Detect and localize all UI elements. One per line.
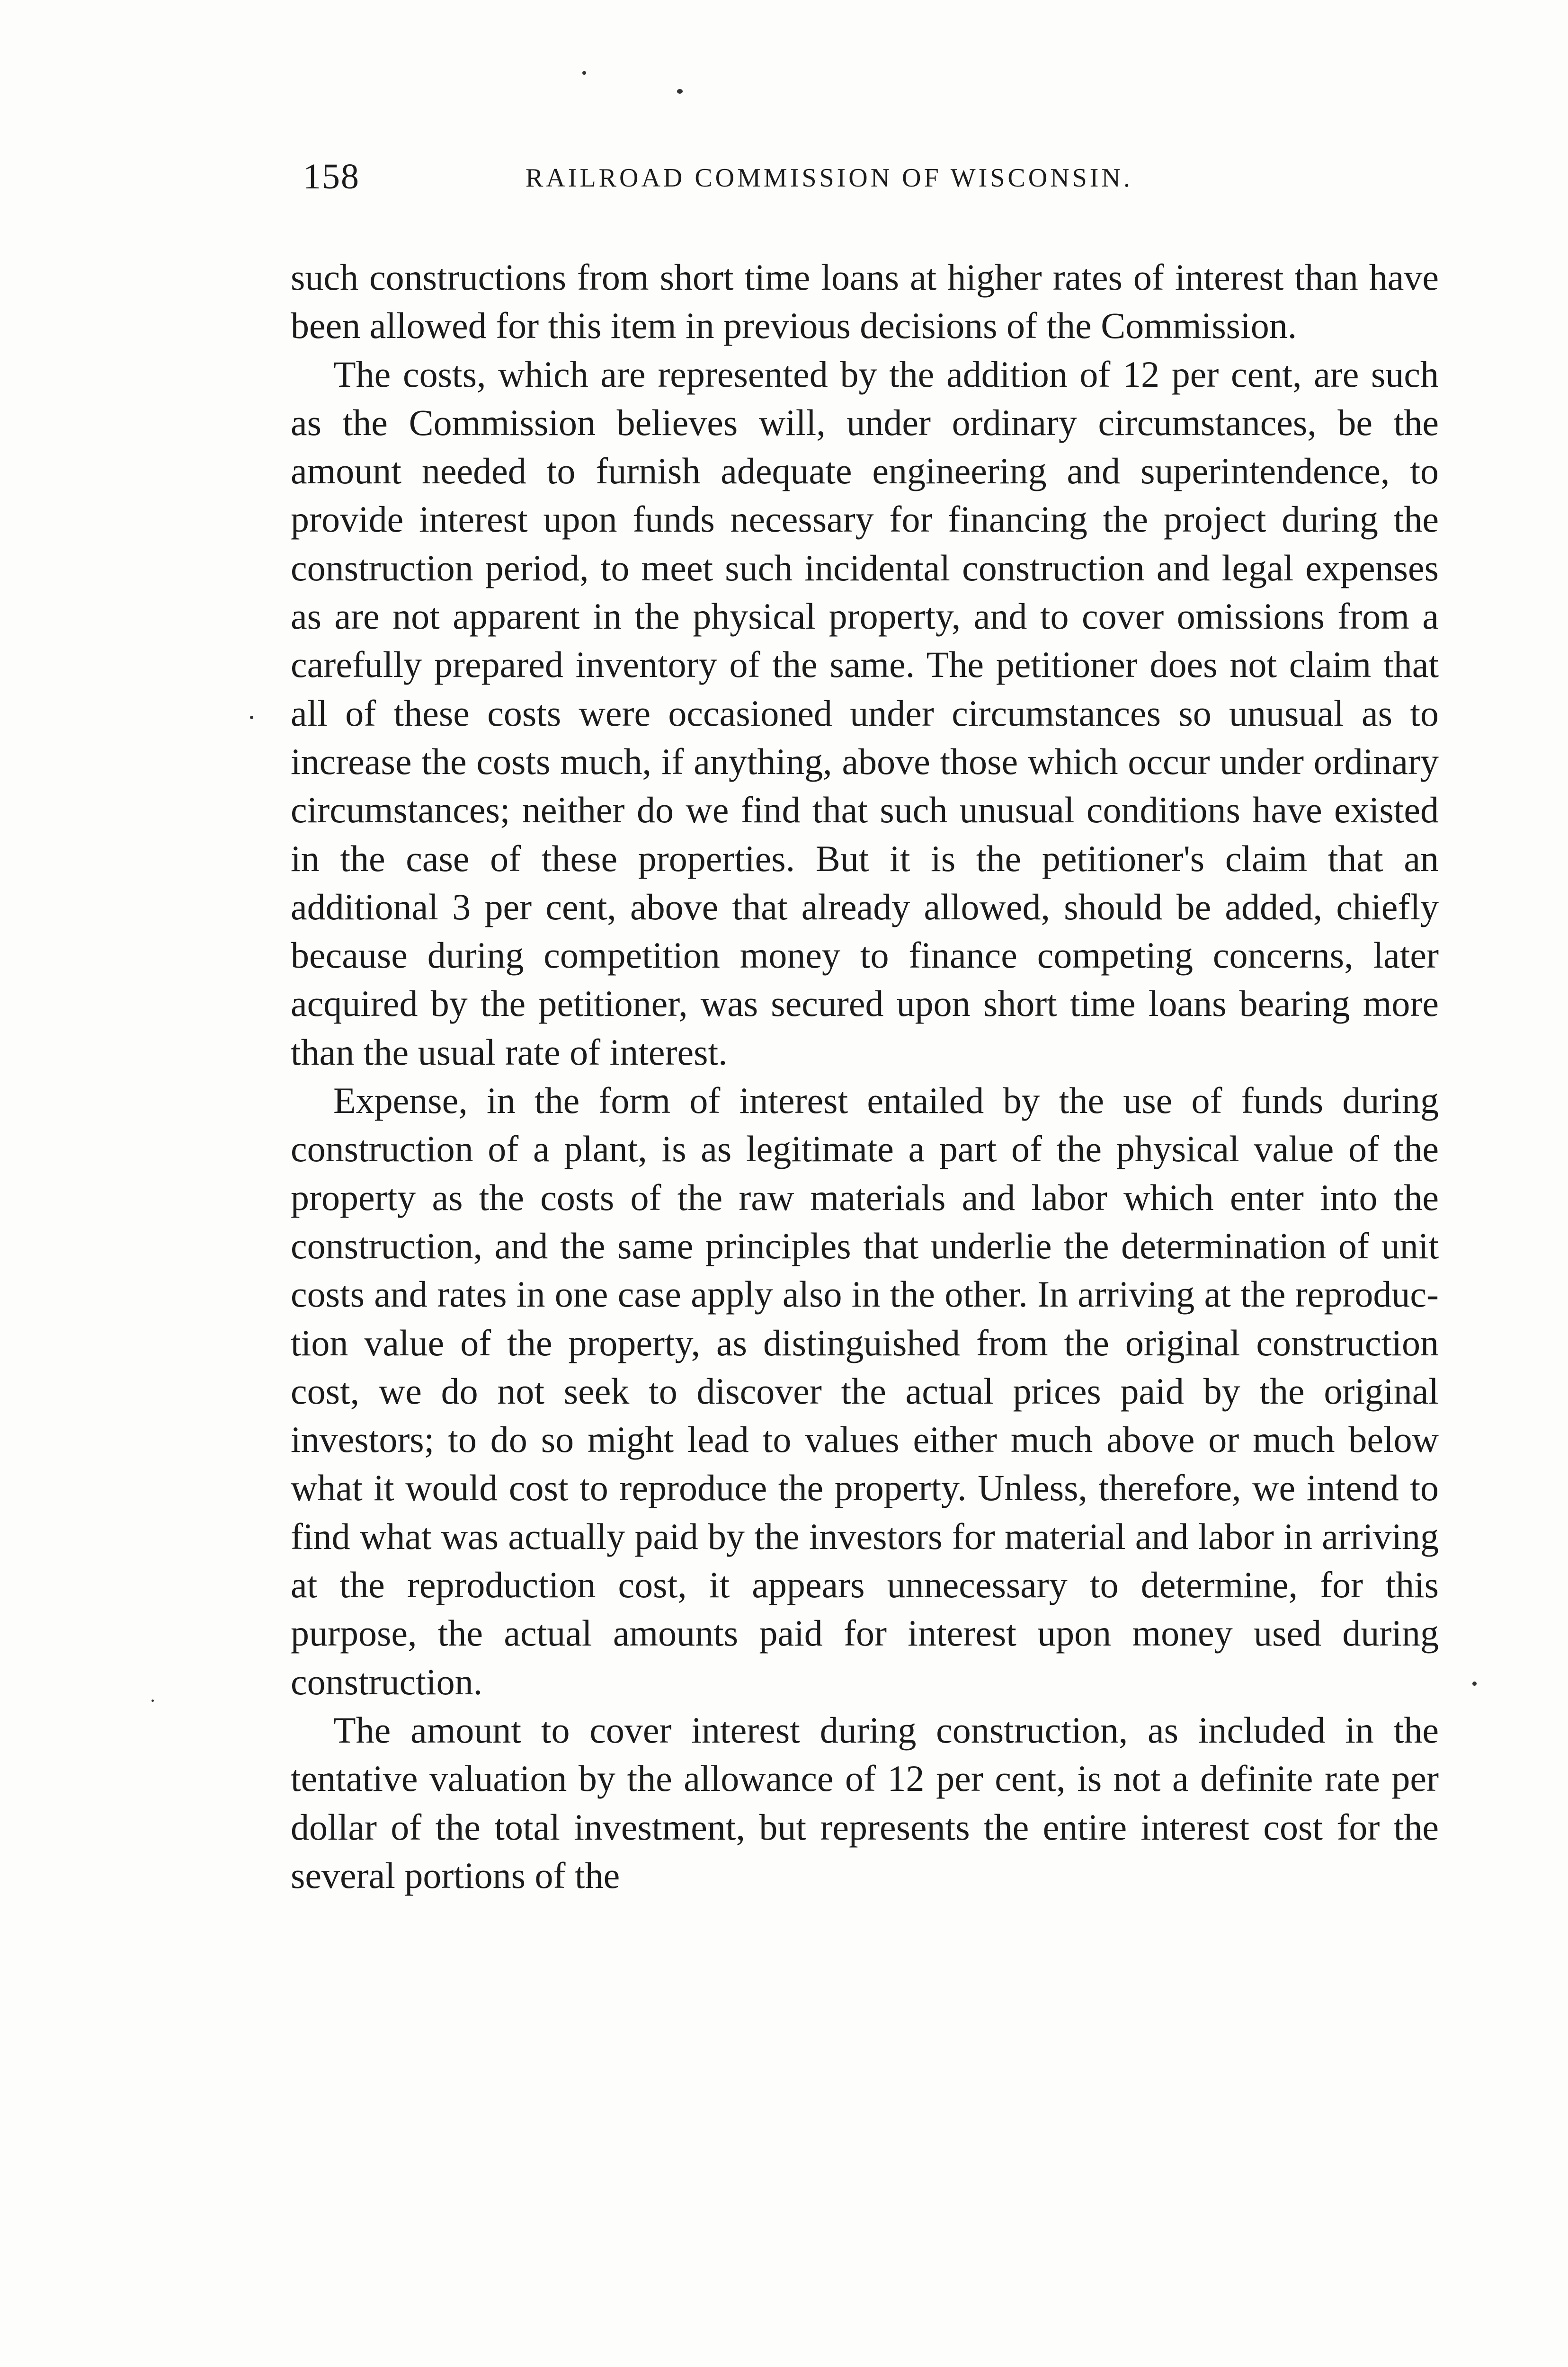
paragraph-interest-expense: Expense, in the form of interest entailed by the use of funds during construction of a plant, is as legitimate a part of the physical value of the property as the costs of the raw materials and labor which enter into the construction, and the same principles that underlie the determination of unit costs and rates in one case apply also in the other. In arriving at the reproduction value of the property, as distinguished from the original construction cost, we do not seek to discover the actual prices paid by the original investors; to do so might lead to values either much above or much below what it would cost to reproduce the property. Unless, therefore, we intend to find what was actually paid by the investors for material and labor in arriving at the reproduction cost, it appears unnecessary to determine, for this purpose, the actual amounts paid for interest upon money used during construction. bbox=[291, 1080, 1439, 1702]
page-number: 158 bbox=[303, 157, 360, 196]
ink-speck bbox=[1472, 1682, 1477, 1686]
ink-speck bbox=[250, 716, 253, 719]
running-title: RAILROAD COMMISSION OF WISCONSIN. bbox=[526, 163, 1133, 193]
ink-speck bbox=[582, 71, 586, 75]
body-text bbox=[291, 253, 1439, 1900]
ink-speck bbox=[677, 89, 683, 94]
ink-speck bbox=[151, 1700, 154, 1702]
paragraph-costs: The costs, which are represented by the addition of 12 per cent, are such as the Commission believes will, under ordinary circumstances, be the amount needed to furnish adequate engineering and superintendence, to provide interest upon funds necessary for financing the project during the construction period, to meet such incidental construction and legal expenses as are not apparent in the physical property, and to cover omissions from a carefully prepared inventory of the same. The petitioner does not claim that all of these costs were occasioned under circumstances so unusual as to increase the costs much, if anything, above those which occur under ordinary circumstances; neither do we find that such unusual conditions have existed in the case of these properties. But it is the petitioner's claim that an additional 3 per cent, above that already allowed, should be added, chiefly because during competition money to finance competing concerns, later acquired by the petitioner, was secured upon short time loans bearing more than the usual rate of interest. bbox=[291, 353, 1439, 1073]
paragraph-continued: such constructions from short time loans at higher rates of interest than have been allowed for this item in previous decisions of the Commission. bbox=[291, 257, 1439, 347]
running-header bbox=[303, 156, 1449, 208]
paragraph-interest-amount: The amount to cover interest during construction, as included in the tentative valuation by the allowance of 12 per cent, is not a definite rate per dollar of the total investment, but represents the entire interest cost for the several portions of the bbox=[291, 1709, 1439, 1896]
